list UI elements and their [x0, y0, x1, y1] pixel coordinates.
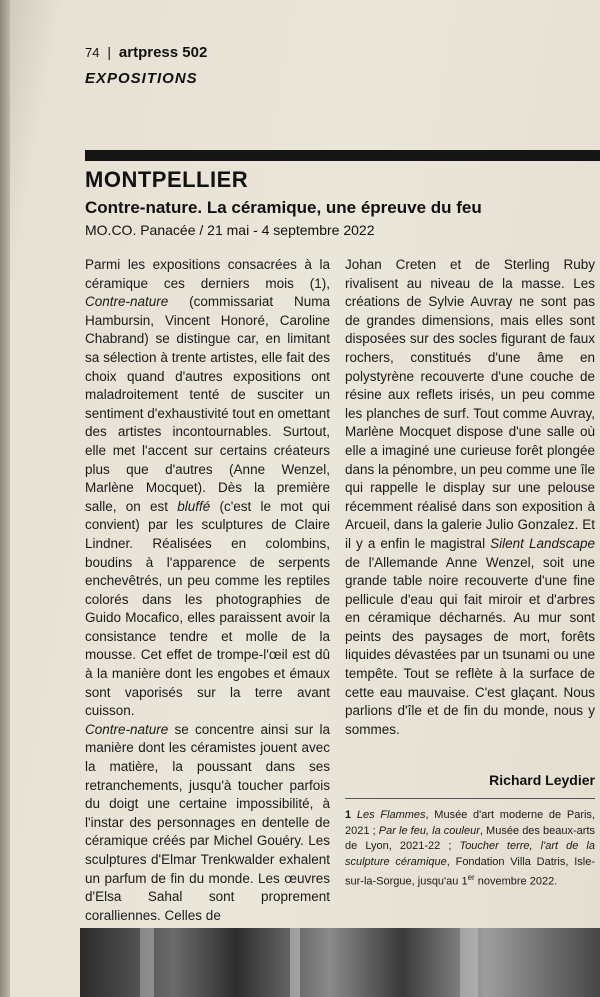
superscript: er [467, 873, 475, 882]
header-separator: | [107, 44, 111, 60]
italic-title: Les Flammes [356, 809, 426, 821]
text-run: , Musée des beaux-arts de Lyon, 2021-22 ; [345, 824, 596, 852]
article-city: MONTPELLIER [85, 167, 249, 192]
text-run: (c'est le mot qui convient) par les sculptures de Claire Lindner. Réalisées en colombins, boudins à l'apparence de serpents enchevêtrés, un peu comme les reptiles colorés dans les photographies de Guido Mocafico, elles paraissent avoir la consistance tendre et molle de la mousse. Cet effet de trompe-l'œil est dû à la manière dont les engobes et émaux sont vaporisés sur la terre avant cuisson. [85, 498, 330, 719]
article-column-right [345, 256, 595, 739]
footnote-rule [345, 798, 595, 799]
text-run: se concentre ainsi sur la manière dont les céramistes jouent avec la matière, la poussant dans ses retranchements, jusqu'à toucher parfois du doigt une certaine impossibilité, à l'instar des personnages en dentelle de céramique créés par Michel Gouéry. Les sculptures d'Elmar Trenkwalder exhalent un parfum de fin du monde. Les œuvres d'Elsa Sahal sont proprement coralliennes. Celles de [85, 721, 330, 923]
article-venue-dates: MO.CO. Panacée / 21 mai - 4 septembre 2022 [85, 222, 375, 238]
italic-word: bluffé [177, 498, 211, 514]
italic-title: Contre-nature [85, 294, 169, 310]
page-spine-shadow [0, 0, 10, 997]
article-title: Contre-nature. La céramique, une épreuve du feu [85, 198, 482, 217]
photo-highlight [460, 928, 478, 997]
italic-title: Contre-nature [85, 721, 169, 737]
paragraph [345, 256, 595, 739]
magazine-name: artpress 502 [118, 44, 208, 61]
text-run: de l'Allemande Anne Wenzel, soit une grande table noire recouverte d'une fine pellicule d'eau qui fait miroir et d'arbres en céramique décharnés. Au mur sont peints des paysages de mort, forêts liquides dévastées par un tsunami ou une tempête. Tout se reflète à la surface de cette eau mauvaise. C'est glaçant. Nous parlions d'île et de fin du monde, nous y sommes. [345, 554, 595, 737]
section-label: EXPOSITIONS [85, 70, 198, 87]
italic-title: Par le feu, la couleur [378, 824, 480, 837]
paragraph [85, 721, 330, 926]
text-run: , Musée d'art moderne de Paris, 2021 ; [345, 809, 595, 837]
article-author: Richard Leydier [489, 772, 595, 788]
paragraph [85, 256, 330, 721]
text-run: Johan Creten et de Sterling Ruby rivalisent au niveau de la masse. Les créations de Sylvie Auvray ne sont pas de grandes dimensions, mais elles sont disposées sur des socles figurant de faux rochers, constitués d'une âme en polystyrène recouverte d'une couche de résine aux reflets irisés, un peu comme les planches de surf. Tout comme Auvray, Marlène Mocquet dispose d'une salle où elle a imaginé une curieuse forêt plongée dans la pénombre, un peu comme une île qui rappelle le display sur une pelouse récemment réalisé dans son exposition à Arcueil, dans la galerie Julio Gonzalez. Et il y a enfin le magistral [345, 257, 595, 551]
text-run: novembre 2022. [474, 875, 558, 888]
text-run: , Fondation Villa Datris, Isle-sur-la-Sorgue, jusqu'au 1 [345, 855, 595, 888]
page-number: 74 [85, 45, 100, 60]
photo-highlight [290, 928, 300, 997]
running-header [85, 44, 545, 61]
footnote [345, 808, 595, 890]
heading-rule [85, 150, 600, 161]
photo-highlight [140, 928, 154, 997]
artwork-photo [80, 928, 600, 997]
italic-title: Toucher terre, l'art de la sculpture céramique [345, 840, 595, 868]
text-run: Parmi les expositions consacrées à la céramique ces derniers mois (1), [85, 257, 330, 291]
italic-title: Silent Landscape [490, 535, 596, 551]
text-run: (commissariat Numa Hambursin, Vincent Honoré, Caroline Chabrand) se distingue car, en limitant sa sélection à trente artistes, elle fait des choix quand d'autres expositions ont maladroitement tenté de susciter un sentiment d'exhaustivité tout en omettant des artistes incontournables. Surtout, elle met l'accent sur certains créateurs plus que d'autres (Anne Wenzel, Marlène Mocquet). Dès la première salle, on est [85, 294, 330, 514]
footnote-number: 1 [345, 809, 352, 821]
article-column-left [85, 256, 330, 925]
